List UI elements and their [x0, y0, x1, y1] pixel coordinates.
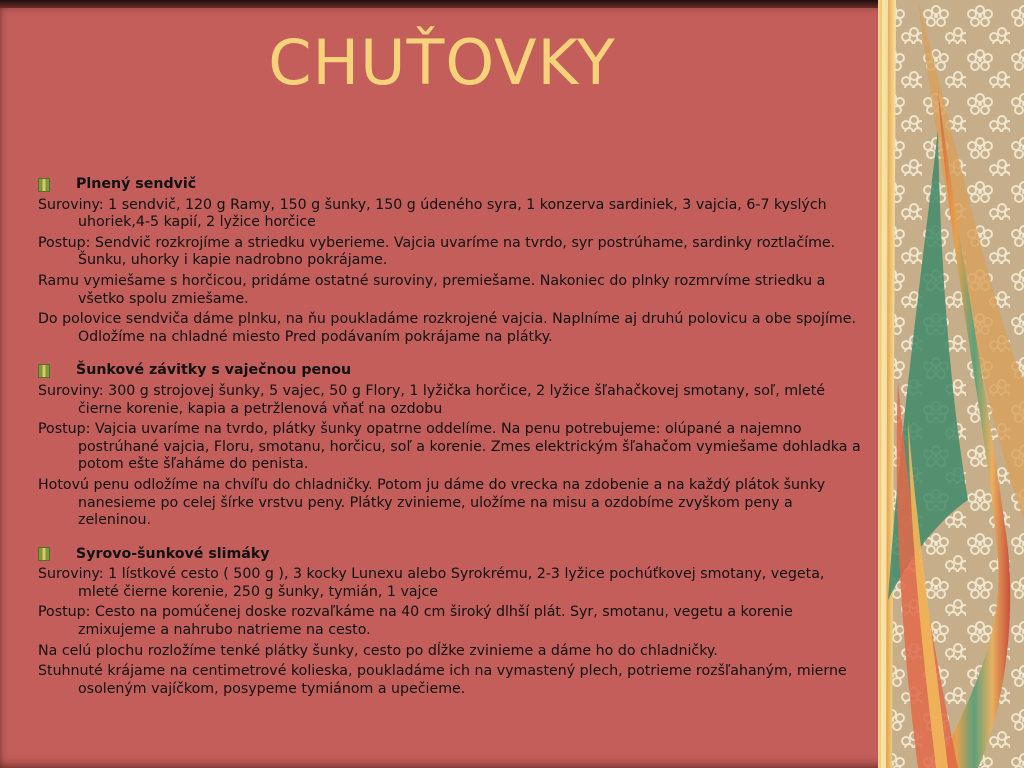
- decorative-side-panel: [878, 0, 1024, 768]
- recipe-paragraph: Postup: Vajcia uvaríme na tvrdo, plátky šunky opatrne oddelíme. Na penu potrebujeme: olúpané a najemno postrúhané vajcia, Floru, smotanu, horčicu, soľ a korenie. Zmes elektrickým šľahačom vymiešame dohladka a potom ešte šľaháme do penista.: [38, 421, 861, 473]
- recipe-heading-text: Syrovo-šunkové slimáky: [76, 545, 270, 562]
- top-shadow-bar: [0, 0, 884, 8]
- recipe-paragraph: Postup: Cesto na pomúčenej doske rozvaľkáme na 40 cm široký dlhší plát. Syr, smotanu, vegetu a korenie zmixujeme a nahrubo natrieme na cesto.: [38, 604, 793, 639]
- recipe-paragraph: Suroviny: 1 sendvič, 120 g Ramy, 150 g šunky, 150 g údeného syra, 1 konzerva sardiniek, 3 vajcia, 6-7 kyslých uhoriek,4-5 kapií, 2 lyžice horčice: [38, 196, 827, 231]
- recipe-paragraph: Suroviny: 1 lístkové cesto ( 500 g ), 3 kocky Lunexu alebo Syrokrému, 2-3 lyžice pochúťkovej smotany, vegeta, mleté čierne korenie, 250 g šunky, tymián, 1 vajce: [38, 566, 825, 600]
- recipe-heading: [38, 362, 866, 380]
- recipe-heading-text: Plnený sendvič: [76, 176, 197, 192]
- recipe-heading: [38, 176, 866, 194]
- slide-title: CHUŤOVKY: [268, 26, 616, 99]
- recipe-paragraph: Stuhnuté krájame na centimetrové kolieska, poukladáme ich na vymastený plech, potrieme rozšľahaným, mierne osoleným vajíčkom, posypeme tymiánom a upečieme.: [38, 663, 847, 697]
- recipe-heading-text: Šunkové závitky s vaječnou penou: [76, 362, 352, 379]
- recipe-section: [38, 176, 866, 346]
- recipe-paragraph: Postup: Sendvič rozkrojíme a striedku vyberieme. Vajcia uvaríme na tvrdo, syr postrúhame, sardinky roztlačíme. Šunku, uhorky i kapie nadrobno pokrájame.: [38, 234, 836, 269]
- recipe-paragraph: Do polovice sendviča dáme plnku, na ňu poukladáme rozkrojené vajcia. Naplníme aj druhú polovicu a obe spojíme. Odložíme na chladné miesto Pred podávaním pokrájame na plátky.: [38, 311, 856, 345]
- bullet-icon: [38, 364, 50, 378]
- recipe-paragraph: Na celú plochu rozložíme tenké plátky šunky, cesto po dĺžke zvinieme a dáme ho do chladničky.: [38, 642, 718, 659]
- bullet-icon: [38, 178, 50, 192]
- bullet-icon: [38, 547, 50, 561]
- decorative-pattern-graphic: [878, 0, 1024, 768]
- recipe-section: [38, 546, 866, 699]
- slide-content: [38, 176, 866, 714]
- recipe-heading: [38, 546, 866, 564]
- recipe-paragraph: Hotovú penu odložíme na chvíľu do chladničky. Potom ju dáme do vrecka na zdobenie a na každý plátok šunky nanesieme po celej šírke vrstvu peny. Plátky zvinieme, uložíme na misu a ozdobíme zvyškom peny a zeleninou.: [38, 476, 826, 529]
- recipe-paragraph: Ramu vymiešame s horčicou, pridáme ostatné suroviny, premiešame. Nakoniec do plnky rozmrvíme striedku a všetko spolu zmiešame.: [38, 272, 826, 307]
- recipe-paragraph: Suroviny: 300 g strojovej šunky, 5 vajec, 50 g Flory, 1 lyžička horčice, 2 lyžice šľahačkovej smotany, soľ, mleté čierne korenie, kapia a petržlenová vňať na ozdobu: [38, 382, 825, 417]
- recipe-section: [38, 362, 866, 529]
